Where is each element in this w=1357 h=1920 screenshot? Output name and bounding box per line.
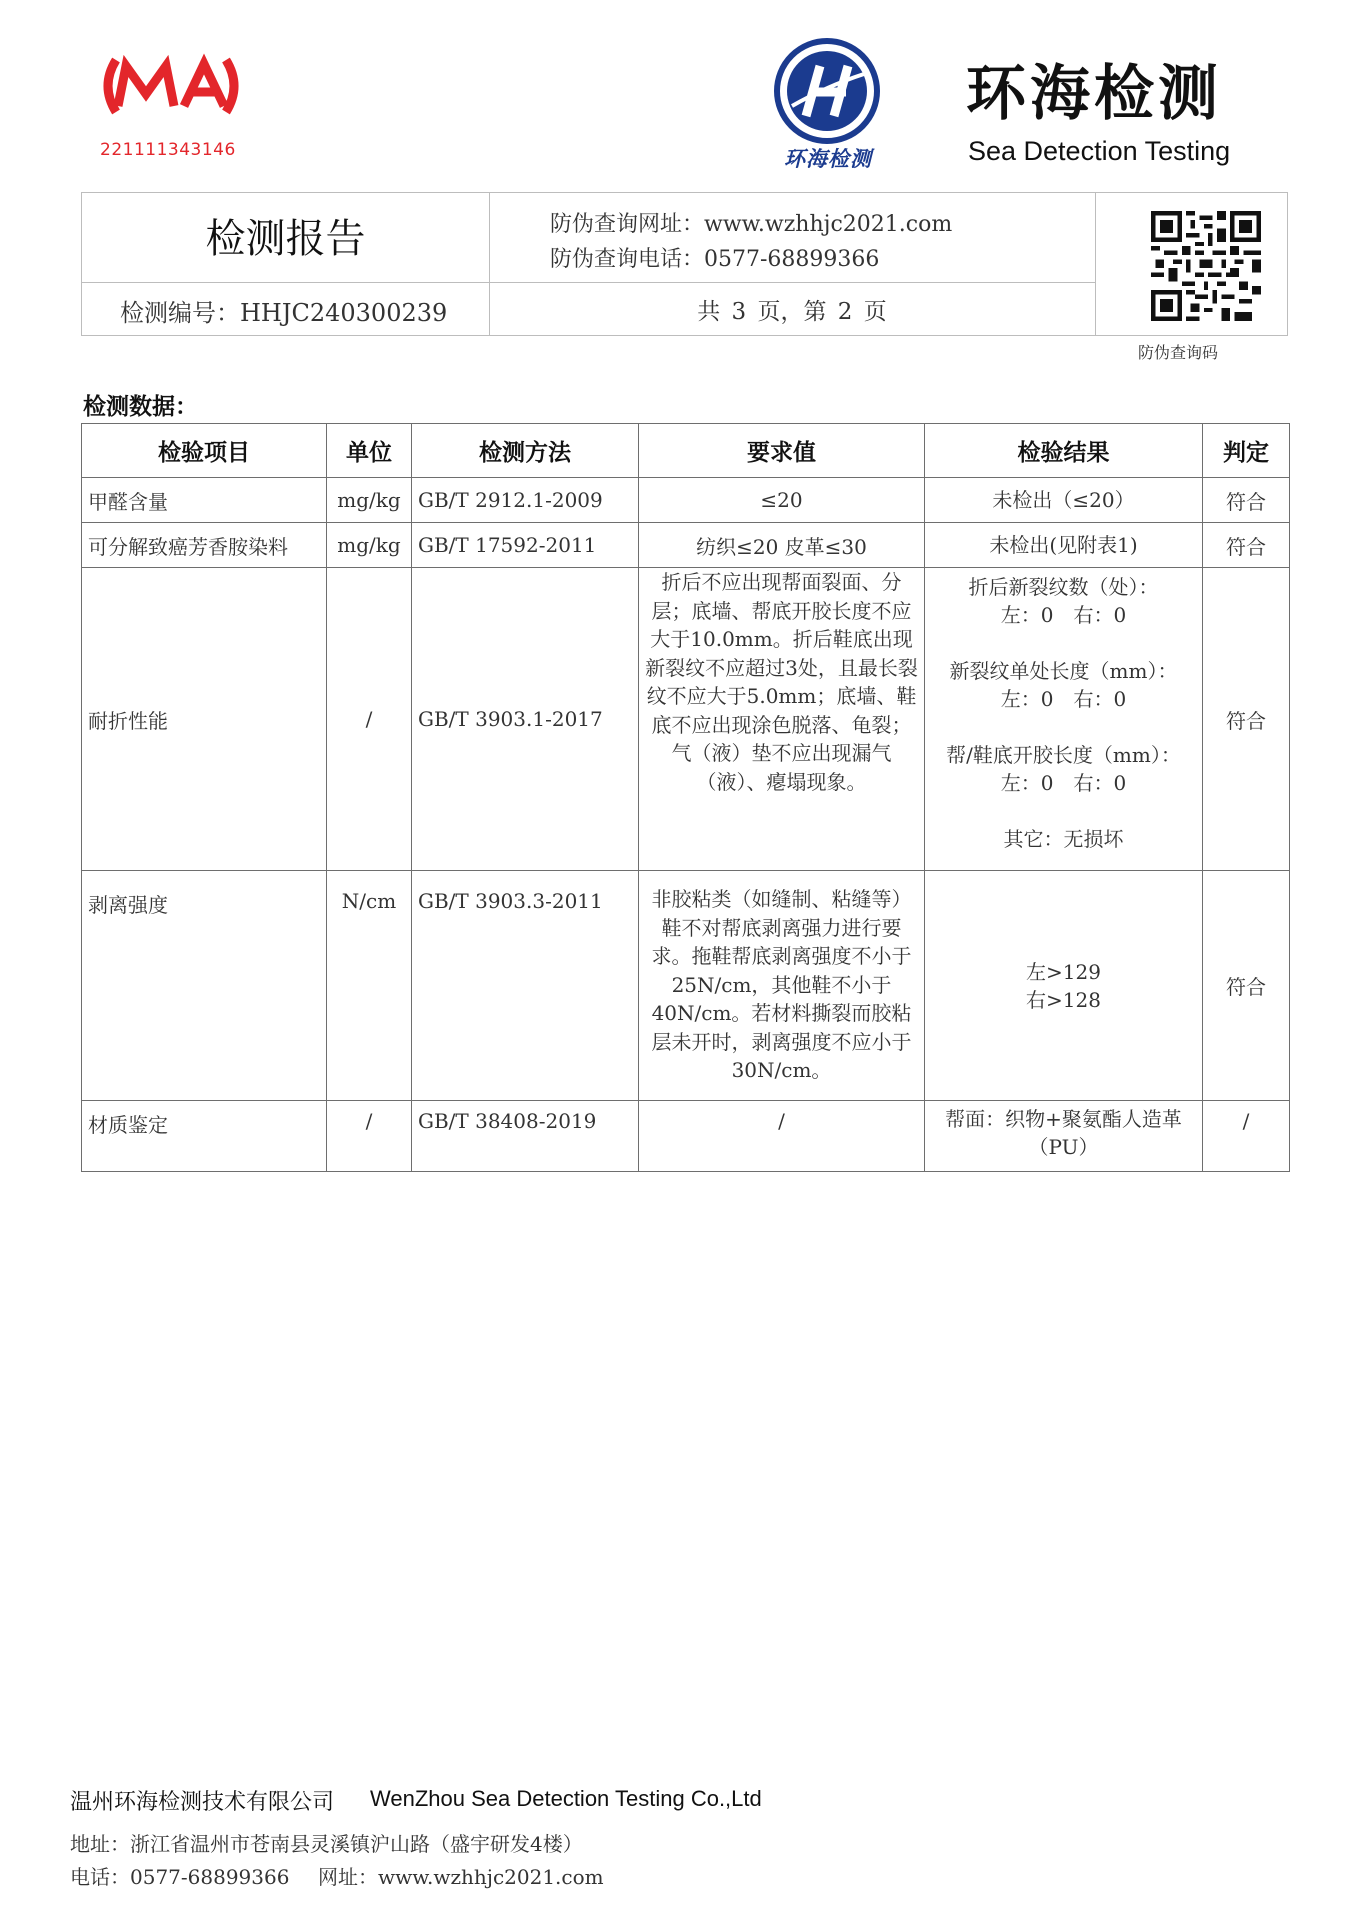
anti-fake-tel: 防伪查询电话：0577-68899366 <box>550 247 880 272</box>
row-unit: / <box>327 568 412 871</box>
cma-number: 221111343146 <box>100 140 236 160</box>
header-verdict: 判定 <box>1203 424 1290 478</box>
header-unit: 单位 <box>327 424 412 478</box>
row-verdict: / <box>1203 1101 1290 1172</box>
row-method: GB/T 3903.1-2017 <box>412 568 639 871</box>
result-line: 帮面：织物+聚氨酯人造革 <box>945 1107 1182 1131</box>
brand-name-en: Sea Detection Testing <box>968 136 1231 166</box>
result-line: 左：0 右：0 <box>1000 771 1127 795</box>
anti-fake-url: 防伪查询网址：www.wzhhjc2021.com <box>550 212 953 237</box>
result-line: 未检出(见附表1) <box>989 533 1138 557</box>
row-method: GB/T 17592-2011 <box>412 523 639 568</box>
footer-web: 网址：www.wzhhjc2021.com <box>318 1865 604 1889</box>
report-number: 检测编号：HHJC240300239 <box>120 299 448 327</box>
result-line: 其它：无损坏 <box>1003 827 1124 851</box>
row-verdict: 符合 <box>1203 568 1290 871</box>
row-requirement: 非胶粘类（如缝制、粘缝等）鞋不对帮底剥离强力进行要求。拖鞋帮底剥离强度不小于25N/cm，其他鞋不小于40N/cm。若材料撕裂而胶粘层未开时，剥离强度不应小于30N/cm。 <box>639 871 925 1101</box>
header-requirement: 要求值 <box>639 424 925 478</box>
table-row <box>82 1101 1290 1172</box>
row-verdict: 符合 <box>1203 478 1290 523</box>
row-result <box>925 523 1203 568</box>
row-result <box>925 478 1203 523</box>
row-method: GB/T 2912.1-2009 <box>412 478 639 523</box>
table-row <box>82 478 1290 523</box>
row-verdict: 符合 <box>1203 871 1290 1101</box>
row-result <box>925 1101 1203 1172</box>
header-method: 检测方法 <box>412 424 639 478</box>
result-line: 左：0 右：0 <box>1000 603 1127 627</box>
qr-label: 防伪查询码 <box>1138 343 1219 362</box>
row-requirement: / <box>639 1101 925 1172</box>
footer-company-cn: 温州环海检测技术有限公司 <box>70 1790 335 1815</box>
row-verdict: 符合 <box>1203 523 1290 568</box>
logo-caption: 环海检测 <box>784 146 872 171</box>
table-row <box>82 523 1290 568</box>
result-line <box>931 797 1196 825</box>
table-row <box>82 871 1290 1101</box>
row-item: 剥离强度 <box>82 871 327 1101</box>
row-method: GB/T 3903.3-2011 <box>412 871 639 1101</box>
result-line: 左：0 右：0 <box>1000 687 1127 711</box>
footer-address: 地址：浙江省温州市苍南县灵溪镇沪山路（盛宇研发4楼） <box>70 1832 583 1856</box>
qr-code-icon <box>1151 211 1261 321</box>
result-line: 折后新裂纹数（处）： <box>968 575 1159 599</box>
table-row <box>82 568 1290 871</box>
result-line <box>931 713 1196 741</box>
result-line <box>931 629 1196 657</box>
result-line: 右>128 <box>1026 987 1101 1012</box>
result-line: （PU） <box>1028 1135 1099 1159</box>
row-item: 材质鉴定 <box>82 1101 327 1172</box>
page-info: 共 3 页，第 2 页 <box>697 299 887 325</box>
row-unit: mg/kg <box>327 478 412 523</box>
row-method: GB/T 38408-2019 <box>412 1101 639 1172</box>
row-item: 甲醛含量 <box>82 478 327 523</box>
header-item: 检验项目 <box>82 424 327 478</box>
row-item: 可分解致癌芳香胺染料 <box>82 523 327 568</box>
row-unit: / <box>327 1101 412 1172</box>
row-unit: N/cm <box>327 871 412 1101</box>
report-title: 检测报告 <box>205 216 366 262</box>
row-unit: mg/kg <box>327 523 412 568</box>
row-requirement: 纺织≤20 皮革≤30 <box>639 523 925 568</box>
test-data-table <box>81 423 1290 1172</box>
report-info-box <box>81 192 1288 336</box>
brand-name-cn: 环海检测 <box>966 59 1222 129</box>
row-requirement: 折后不应出现帮面裂面、分层；底墙、帮底开胶长度不应大于10.0mm。折后鞋底出现新裂纹不应超过3处，且最长裂纹不应大于5.0mm；底墙、鞋底不应出现涂色脱落、龟裂；气（液）垫不应出现漏气（液）、瘪塌现象。 <box>639 568 925 871</box>
result-line: 未检出（≤20） <box>992 488 1135 512</box>
company-logo-icon <box>772 36 882 146</box>
row-result <box>925 568 1203 871</box>
section-title: 检测数据： <box>83 394 198 420</box>
result-line: 左>129 <box>1026 959 1101 984</box>
result-line: 帮/鞋底开胶长度（mm）： <box>946 743 1181 767</box>
cma-logo <box>96 46 246 126</box>
footer-company-en: WenZhou Sea Detection Testing Co.,Ltd <box>370 1786 762 1811</box>
row-item: 耐折性能 <box>82 568 327 871</box>
header-result: 检验结果 <box>925 424 1203 478</box>
result-line: 新裂纹单处长度（mm）： <box>949 659 1178 683</box>
table-header-row <box>82 424 1290 478</box>
row-result <box>925 871 1203 1101</box>
row-requirement: ≤20 <box>639 478 925 523</box>
footer-tel: 电话：0577-68899366 <box>70 1865 290 1889</box>
